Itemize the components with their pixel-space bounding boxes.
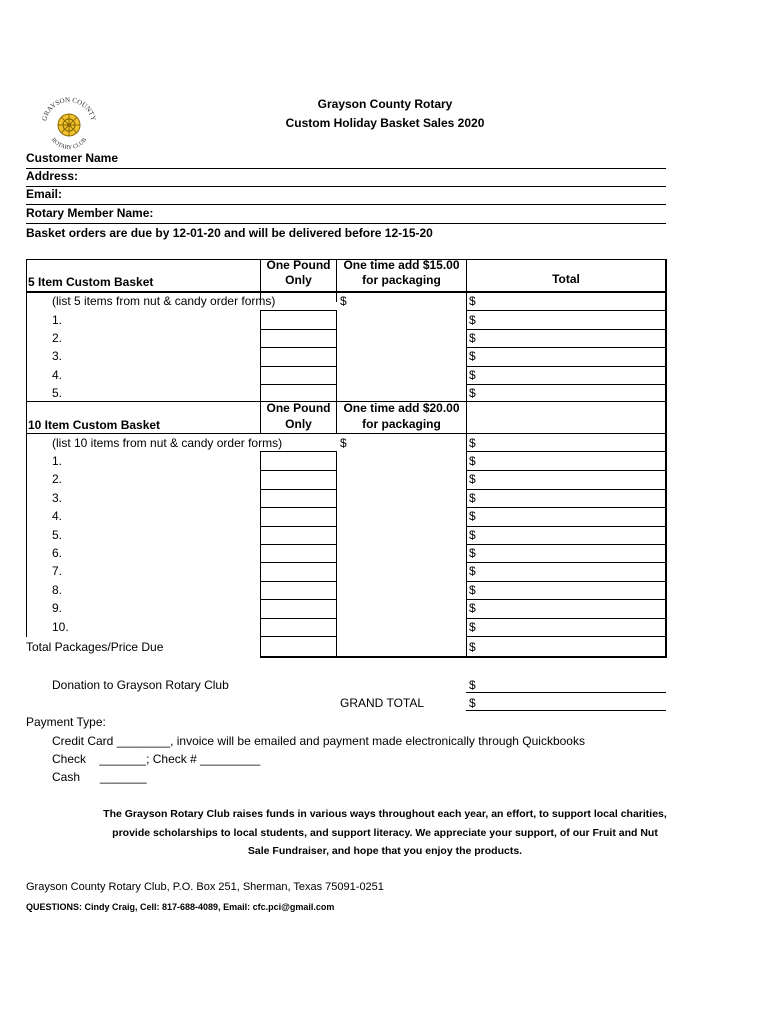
five-basket-title: 5 Item Custom Basket [28, 275, 154, 289]
donation-label: Donation to Grayson Rotary Club [52, 678, 229, 692]
total-packages-label: Total Packages/Price Due [26, 640, 164, 654]
payment-title: Payment Type: [26, 715, 106, 729]
ten-pound-header: One Pound [266, 401, 331, 415]
five-pound-cell[interactable] [261, 366, 336, 384]
address-label: Address: [26, 169, 79, 183]
ten-total-dollar: $ [469, 582, 476, 597]
payment-credit-card: Credit Card ________, invoice will be emailed and payment made electronically through Quickbooks [52, 734, 585, 748]
ten-total-dollar: $ [469, 527, 476, 542]
due-note: Basket orders are due by 12-01-20 and will be delivered before 12-15-20 [26, 226, 433, 240]
total-due-dollar: $ [469, 640, 476, 654]
page-title: Grayson County Rotary [317, 97, 453, 111]
five-total-dollar: $ [469, 330, 476, 345]
email-label: Email: [26, 187, 63, 201]
five-item-number: 4. [52, 367, 63, 382]
ten-total-dollar: $ [469, 564, 476, 579]
footer-line-3: Sale Fundraiser, and hope that you enjoy the products. [247, 845, 523, 857]
five-packaging-line1: One time add $15.00 [343, 258, 460, 272]
ten-total-dollar: $ [469, 490, 476, 505]
ten-item-number: 10. [52, 619, 69, 634]
ten-pound-cell[interactable] [261, 618, 336, 636]
ten-packaging-line1: One time add $20.00 [343, 401, 460, 415]
five-total-dollar: $ [469, 312, 476, 327]
member-name-label: Rotary Member Name: [26, 206, 154, 220]
customer-name-label: Customer Name [26, 151, 119, 165]
ten-total-dollar: $ [469, 601, 476, 616]
five-total-dollar: $ [469, 367, 476, 382]
ten-packaging-line2: for packaging [362, 417, 441, 431]
ten-total-dollar: $ [469, 619, 476, 634]
ten-pound-cell[interactable] [261, 507, 336, 525]
ten-packaging-dollar: $ [340, 436, 347, 450]
ten-total-dollar: $ [469, 472, 476, 487]
ten-total-dollar: $ [469, 546, 476, 560]
ten-pound-cell[interactable] [261, 599, 336, 617]
five-pound-cell[interactable] [261, 329, 336, 347]
five-pound-cell[interactable] [261, 347, 336, 365]
ten-item-number: 2. [52, 472, 63, 487]
five-pound-cell[interactable] [261, 311, 336, 329]
five-item-number: 2. [52, 330, 63, 345]
ten-item-number: 5. [52, 527, 63, 542]
five-item-number: 1. [52, 312, 63, 327]
five-item-number: 5. [52, 386, 63, 401]
ten-total-dollar: $ [469, 509, 476, 524]
ten-pound-cell[interactable] [261, 562, 336, 580]
grand-total-dollar: $ [469, 696, 476, 710]
ten-note-total-dollar: $ [469, 436, 476, 450]
ten-list-note: (list 10 items from nut & candy order forms) [52, 436, 283, 450]
donation-dollar: $ [469, 678, 476, 692]
logo-bottom-text: ROTARY CLUB [49, 137, 89, 152]
footer-line-2: provide scholarships to local students, and support literacy. We appreciate your support, of our Fruit and Nut [112, 827, 658, 839]
ten-pound-cell[interactable] [261, 470, 336, 488]
five-total-dollar: $ [469, 349, 476, 364]
total-header: Total [552, 272, 580, 286]
five-only-header: Only [285, 273, 312, 287]
five-total-dollar: $ [469, 386, 476, 401]
ten-item-number: 1. [52, 454, 63, 468]
ten-pound-cell[interactable] [261, 544, 336, 562]
payment-check: Check _______; Check # _________ [52, 752, 261, 766]
ten-pound-cell[interactable] [261, 489, 336, 507]
five-pound-cell[interactable] [261, 384, 336, 402]
ten-only-header: Only [285, 417, 312, 431]
five-item-number: 3. [52, 349, 63, 364]
grand-total-label: GRAND TOTAL [340, 696, 425, 710]
ten-item-number: 8. [52, 582, 63, 597]
ten-item-number: 7. [52, 564, 63, 579]
five-packaging-dollar: $ [340, 294, 347, 308]
ten-pound-cell[interactable] [261, 526, 336, 544]
page-subtitle: Custom Holiday Basket Sales 2020 [285, 116, 485, 130]
ten-pound-cell[interactable] [261, 581, 336, 599]
payment-cash: Cash _______ [52, 770, 147, 784]
ten-item-number: 6. [52, 546, 63, 560]
five-packaging-line2: for packaging [362, 273, 441, 287]
ten-item-number: 4. [52, 509, 63, 524]
five-pound-header: One Pound [266, 258, 331, 272]
ten-total-dollar: $ [469, 454, 476, 468]
footer-questions: QUESTIONS: Cindy Craig, Cell: 817-688-4089, Email: cfc.pci@gmail.com [26, 902, 335, 912]
ten-item-number: 3. [52, 490, 63, 505]
ten-item-number: 9. [52, 601, 63, 616]
footer-line-1: The Grayson Rotary Club raises funds in various ways throughout each year, an effort, to support local charities, [103, 808, 667, 820]
five-note-total-dollar: $ [469, 294, 476, 308]
five-list-note: (list 5 items from nut & candy order forms) [52, 294, 276, 308]
ten-pound-cell[interactable] [261, 452, 336, 470]
logo-top-text: GRAYSON COUNTY [40, 95, 98, 122]
footer-address: Grayson County Rotary Club, P.O. Box 251, Sherman, Texas 75091-0251 [26, 881, 384, 893]
ten-basket-title: 10 Item Custom Basket [28, 418, 161, 432]
